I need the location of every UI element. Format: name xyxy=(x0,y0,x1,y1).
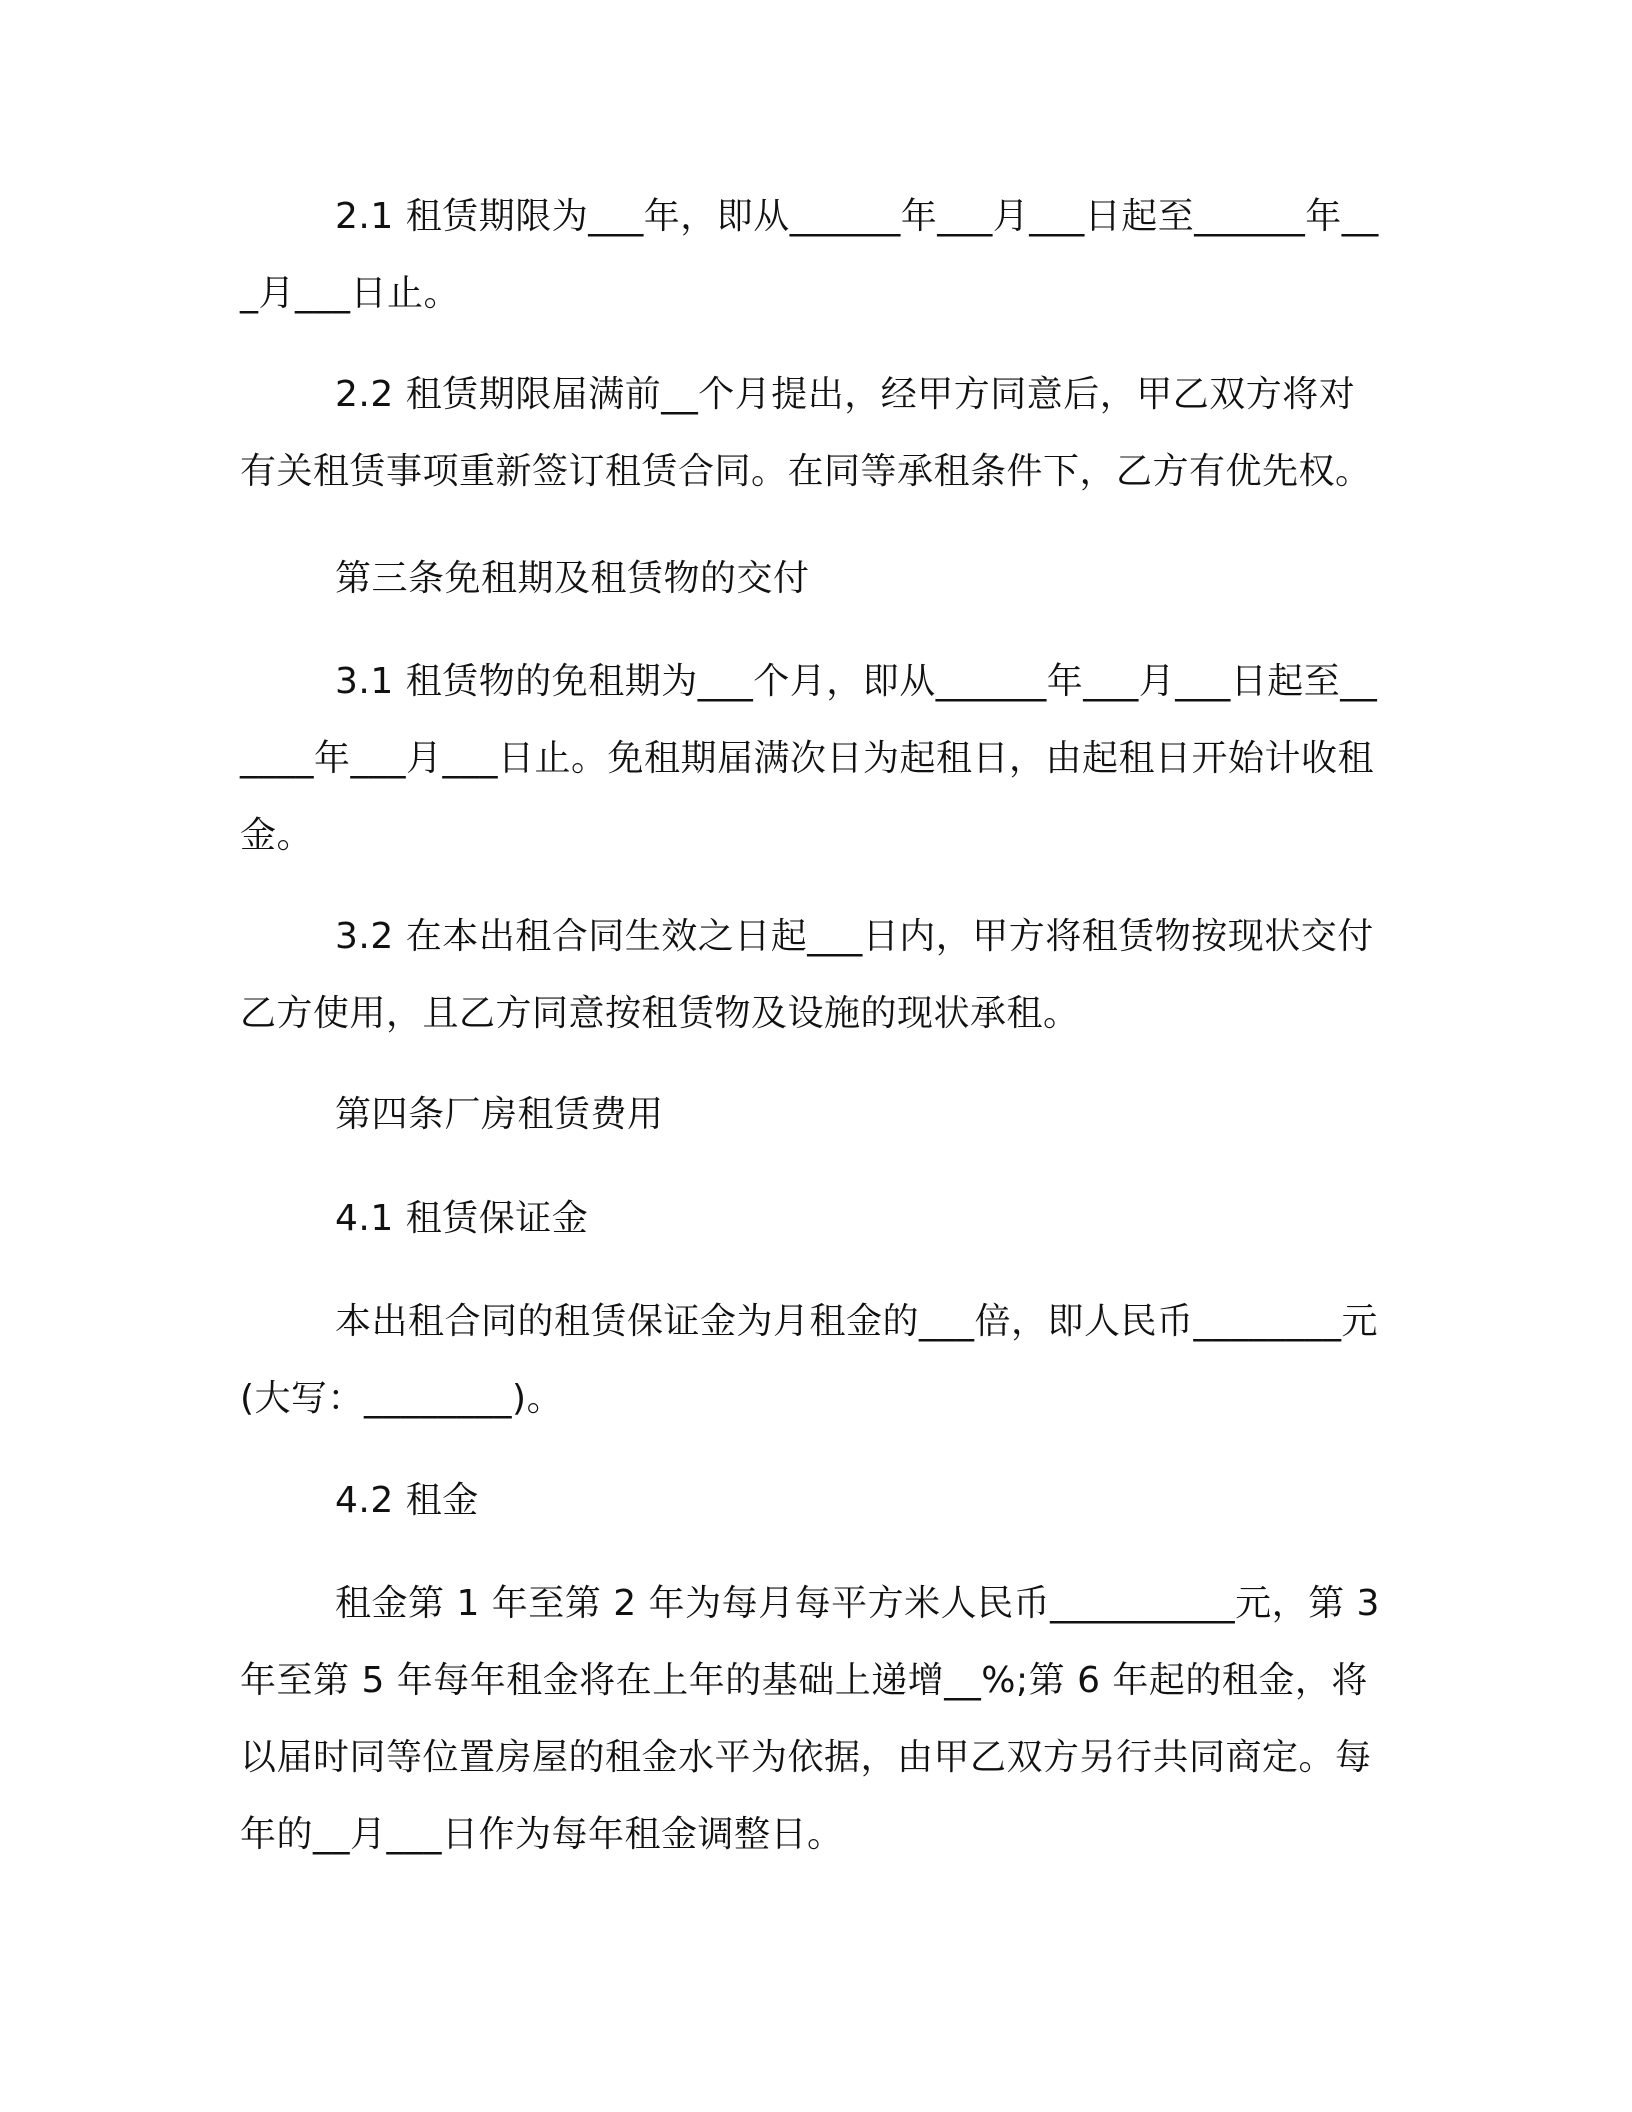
paragraph-3-1: 3.1 租赁物的免租期为___个月，即从______年___月___日起至______年___月___日止。免租期届满次日为起租日，由起租日开始计收租金。 xyxy=(240,661,1378,856)
article-3-heading: 第三条免租期及租赁物的交付 xyxy=(335,558,810,599)
paragraph-3-2: 3.2 在本出租合同生效之日起___日内，甲方将租赁物按现状交付乙方使用，且乙方同意按租赁物及设施的现状承租。 xyxy=(240,916,1374,1034)
paragraph-4-1-heading: 4.1 租赁保证金 xyxy=(335,1198,589,1239)
paragraph-rent: 租金第 1 年至第 2 年为每月每平方米人民币__________元，第 3 年至第 5 年每年租金将在上年的基础上递增__%;第 6 年起的租金，将以届时同等位置房屋的租金水平为依据，由甲乙双方另行共同商定。每年的__月___日作为每年租金调整日。 xyxy=(240,1583,1380,1855)
paragraph-deposit: 本出租合同的租赁保证金为月租金的___倍，即人民币________元(大写：________)。 xyxy=(240,1301,1379,1419)
paragraph-4-2-heading: 4.2 租金 xyxy=(335,1480,479,1521)
paragraph-2-1: 2.1 租赁期限为___年，即从______年___月___日起至______年___月___日止。 xyxy=(240,196,1379,314)
paragraph-2-2: 2.2 租赁期限届满前__个月提出，经甲方同意后，甲乙双方将对有关租赁事项重新签订租赁合同。在同等承租条件下，乙方有优先权。 xyxy=(240,374,1372,492)
article-4-heading: 第四条厂房租赁费用 xyxy=(335,1094,664,1135)
